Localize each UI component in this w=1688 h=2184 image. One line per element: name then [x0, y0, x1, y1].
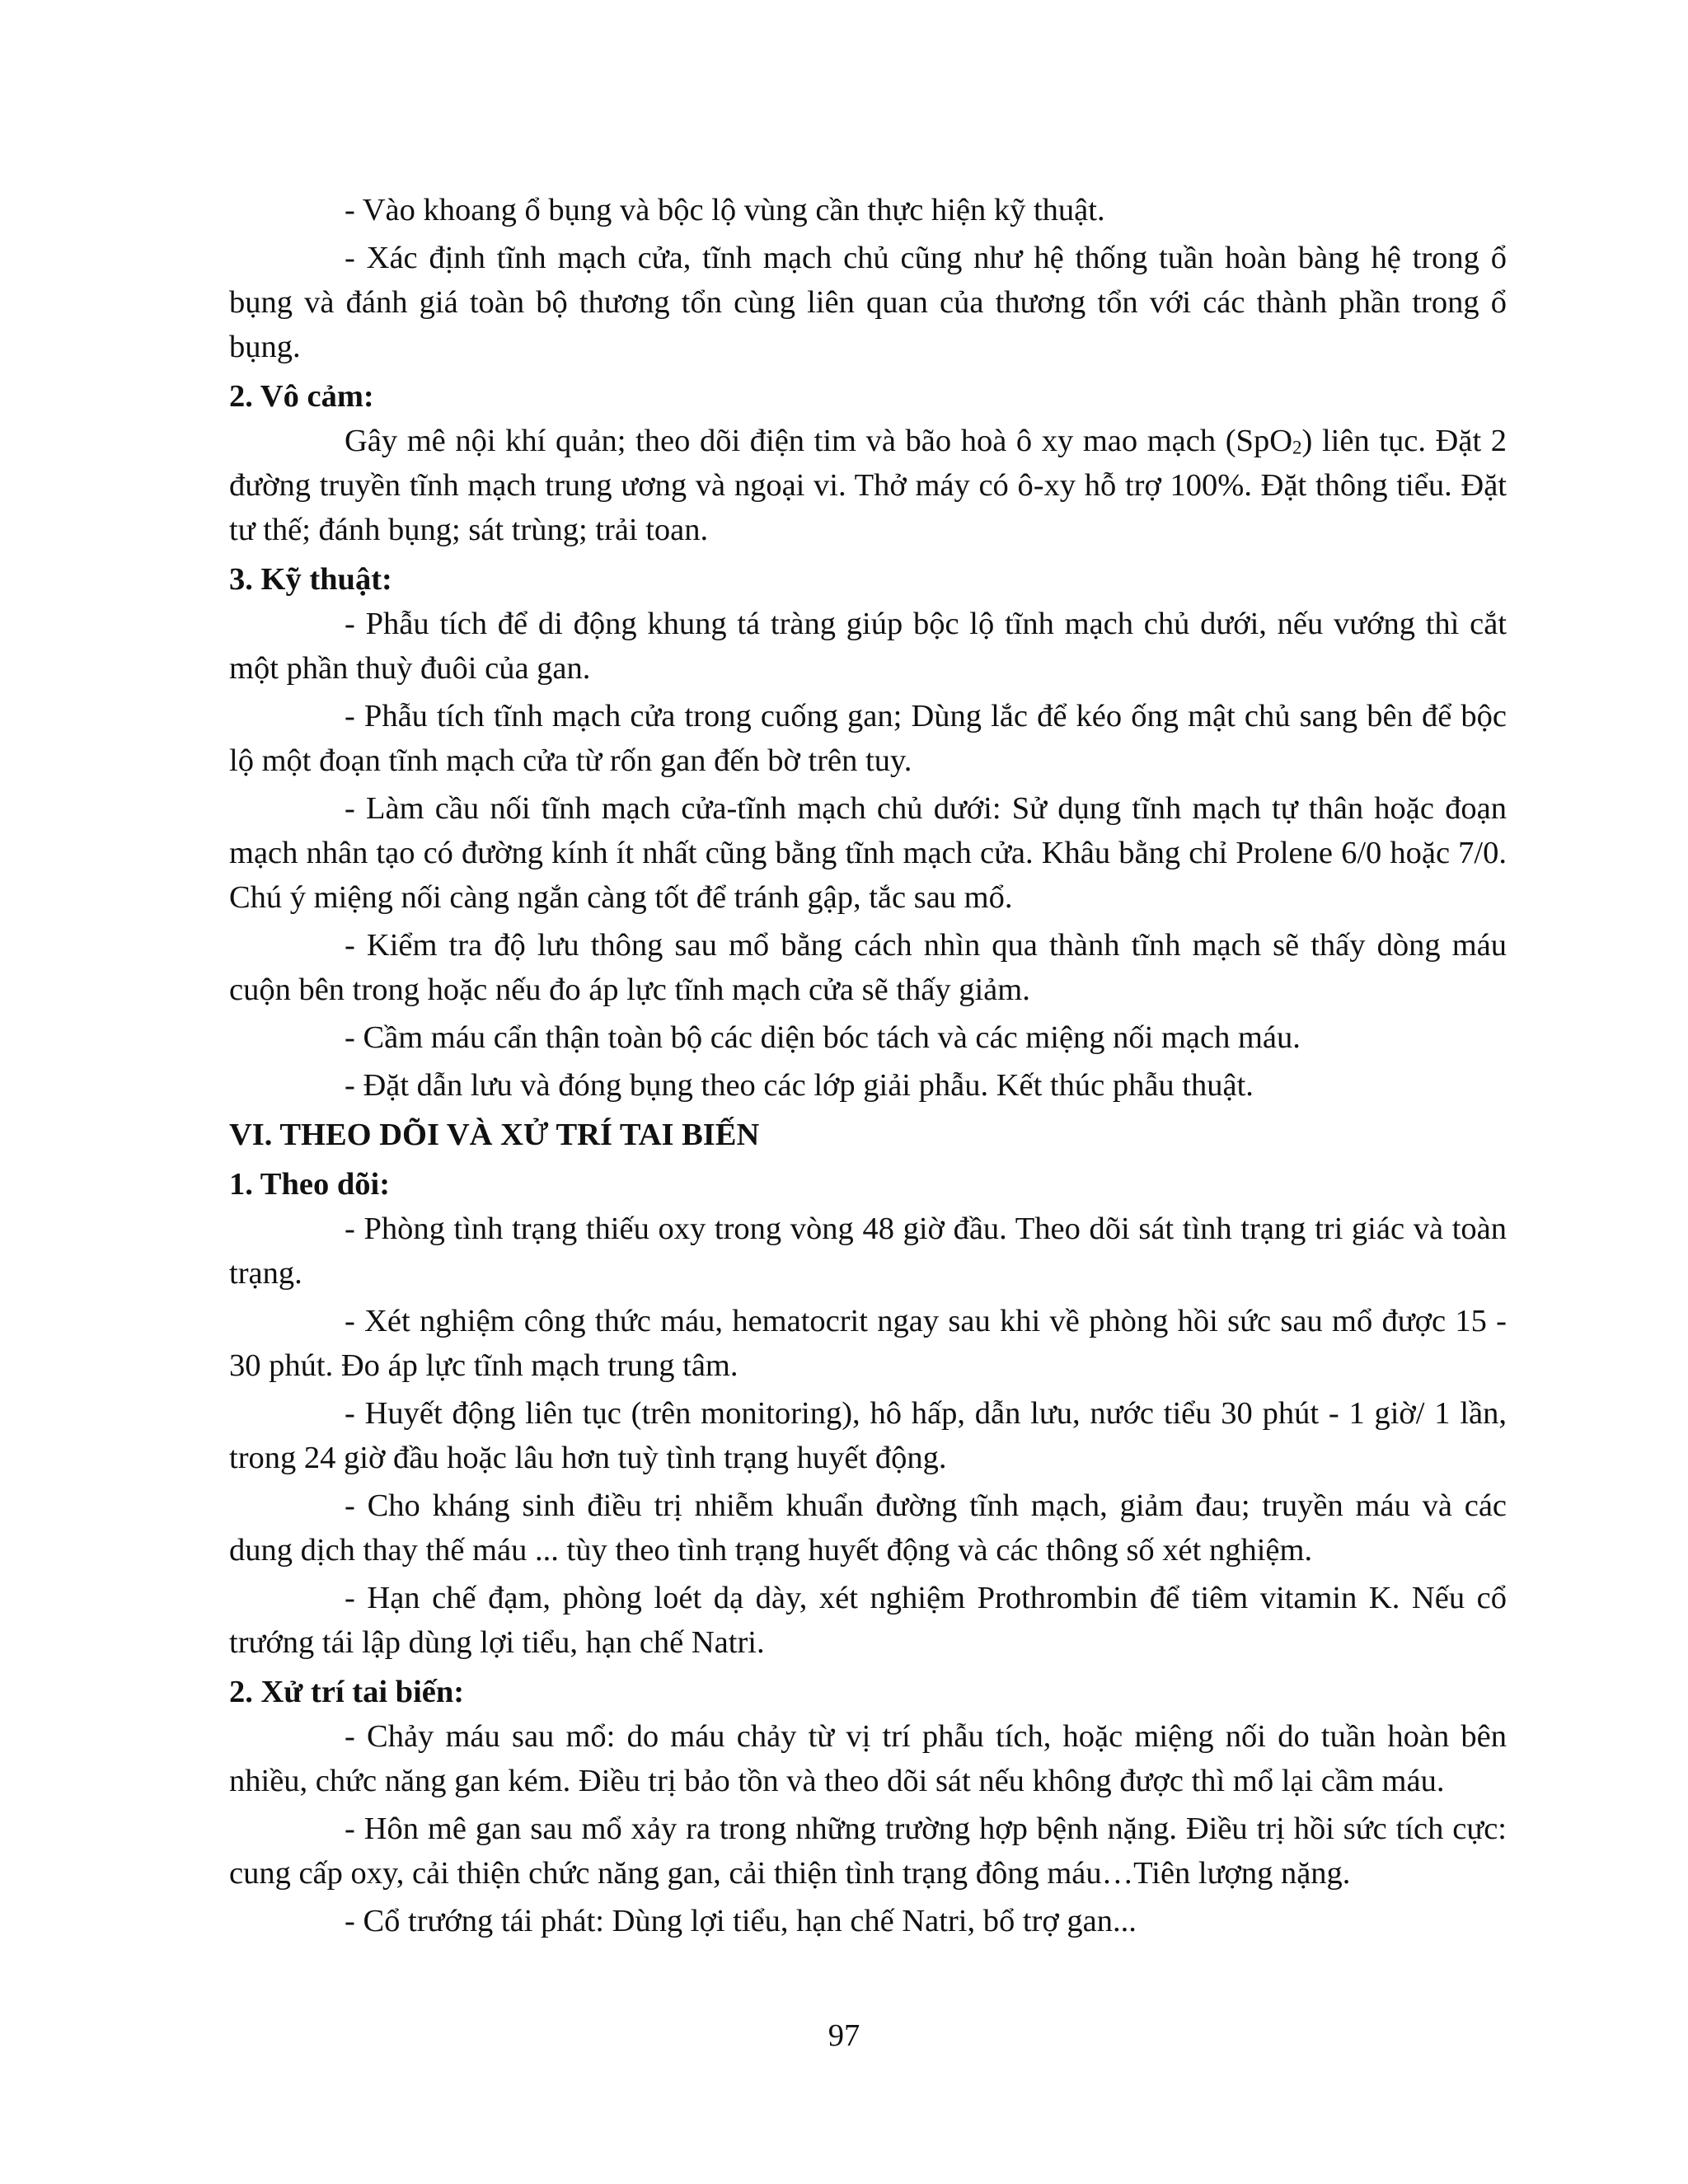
anesthesia-text-end: ) liên tục. Đặt 2 đường truyền tĩnh mạch trung ương và ngoại vi. Thở máy có ô-xy hỗ trợ 100%. Đặt thông tiểu. Đặt tư thế; đánh bụng; sát trùng; trải toan. [229, 424, 1507, 547]
spo2-subscript: 2 [1292, 436, 1302, 458]
anesthesia-text-start: Gây mê nội khí quản; theo dõi điện tim và bão hoà ô xy mao mạch (SpO [345, 424, 1292, 458]
paragraph-dissect-portal-vein: - Phẫu tích tĩnh mạch cửa trong cuống gan; Dùng lắc để kéo ống mật chủ sang bên để bộc lộ một đoạn tĩnh mạch cửa từ rốn gan đến bờ trên tuy. [229, 699, 1507, 778]
paragraph-hypoxia: - Phòng tình trạng thiếu oxy trong vòng 48 giờ đầu. Theo dõi sát tình trạng tri giác và toàn trạng. [229, 1212, 1507, 1291]
paragraph-hepatic-coma: - Hôn mê gan sau mổ xảy ra trong những trường hợp bệnh nặng. Điều trị hồi sức tích cực: cung cấp oxy, cải thiện chức năng gan, cải thiện tình trạng đông máu…Tiên lượng nặng. [229, 1811, 1507, 1891]
paragraph-blood-tests: - Xét nghiệm công thức máu, hematocrit ngay sau khi về phòng hồi sức sau mổ được 15 - 30 phút. Đo áp lực tĩnh mạch trung tâm. [229, 1304, 1507, 1383]
paragraph-identify-veins: - Xác định tĩnh mạch cửa, tĩnh mạch chủ cũng như hệ thống tuần hoàn bàng hệ trong ổ bụng và đánh giá toàn bộ thương tổn cùng liên quan của thương tổn với các thành phần trong ổ bụng. [229, 241, 1507, 364]
paragraph-open-abdomen: - Vào khoang ổ bụng và bộc lộ vùng cần thực hiện kỹ thuật. [345, 193, 1105, 227]
paragraph-protein-restriction: - Hạn chế đạm, phòng loét dạ dày, xét nghiệm Prothrombin để tiêm vitamin K. Nếu cổ trướng tái lập dùng lợi tiểu, hạn chế Natri. [229, 1581, 1507, 1660]
paragraph-create-shunt: - Làm cầu nối tĩnh mạch cửa-tĩnh mạch chủ dưới: Sử dụng tĩnh mạch tự thân hoặc đoạn mạch nhân tạo có đường kính ít nhất cũng bằng tĩnh mạch cửa. Khâu bằng chỉ Prolene 6/0 hoặc 7/0. Chú ý miệng nối càng ngắn càng tốt để tránh gập, tắc sau mổ. [229, 791, 1507, 915]
paragraph-bleeding: - Chảy máu sau mổ: do máu chảy từ vị trí phẫu tích, hoặc miệng nối do tuần hoàn bên nhiều, chức năng gan kém. Điều trị bảo tồn và theo dõi sát nếu không được thì mổ lại cầm máu. [229, 1719, 1507, 1798]
heading-monitoring-complications: VI. THEO DÕI VÀ XỬ TRÍ TAI BIẾN [229, 1118, 760, 1152]
page-number: 97 [828, 2018, 860, 2053]
paragraph-check-patency: - Kiểm tra độ lưu thông sau mổ bằng cách nhìn qua thành tĩnh mạch sẽ thấy dòng máu cuộn bên trong hoặc nếu đo áp lực tĩnh mạch cửa sẽ thấy giảm. [229, 928, 1507, 1007]
heading-complication-management: 2. Xử trí tai biến: [229, 1675, 465, 1709]
heading-monitoring: 1. Theo dõi: [229, 1167, 391, 1202]
paragraph-hemostasis: - Cầm máu cẩn thận toàn bộ các diện bóc tách và các miệng nối mạch máu. [345, 1020, 1301, 1055]
paragraph-mobilize-duodenum: - Phẫu tích để di động khung tá tràng giúp bộc lộ tĩnh mạch chủ dưới, nếu vướng thì cắt một phần thuỳ đuôi của gan. [229, 607, 1507, 686]
heading-anesthesia: 2. Vô cảm: [229, 379, 374, 414]
paragraph-drain-close: - Đặt dẫn lưu và đóng bụng theo các lớp giải phẫu. Kết thúc phẫu thuật. [345, 1068, 1254, 1103]
heading-technique: 3. Kỹ thuật: [229, 562, 392, 597]
paragraph-ascites: - Cổ trướng tái phát: Dùng lợi tiểu, hạn chế Natri, bổ trợ gan... [345, 1904, 1137, 1938]
document-page [229, 188, 1507, 1943]
paragraph-hemodynamics: - Huyết động liên tục (trên monitoring), hô hấp, dẫn lưu, nước tiểu 30 phút - 1 giờ/ 1 lần, trong 24 giờ đầu hoặc lâu hơn tuỳ tình trạng huyết động. [229, 1396, 1507, 1475]
paragraph-antibiotics: - Cho kháng sinh điều trị nhiễm khuẩn đường tĩnh mạch, giảm đau; truyền máu và các dung dịch thay thế máu ... tùy theo tình trạng huyết động và các thông số xét nghiệm. [229, 1488, 1507, 1568]
paragraph-anesthesia [229, 419, 1507, 552]
